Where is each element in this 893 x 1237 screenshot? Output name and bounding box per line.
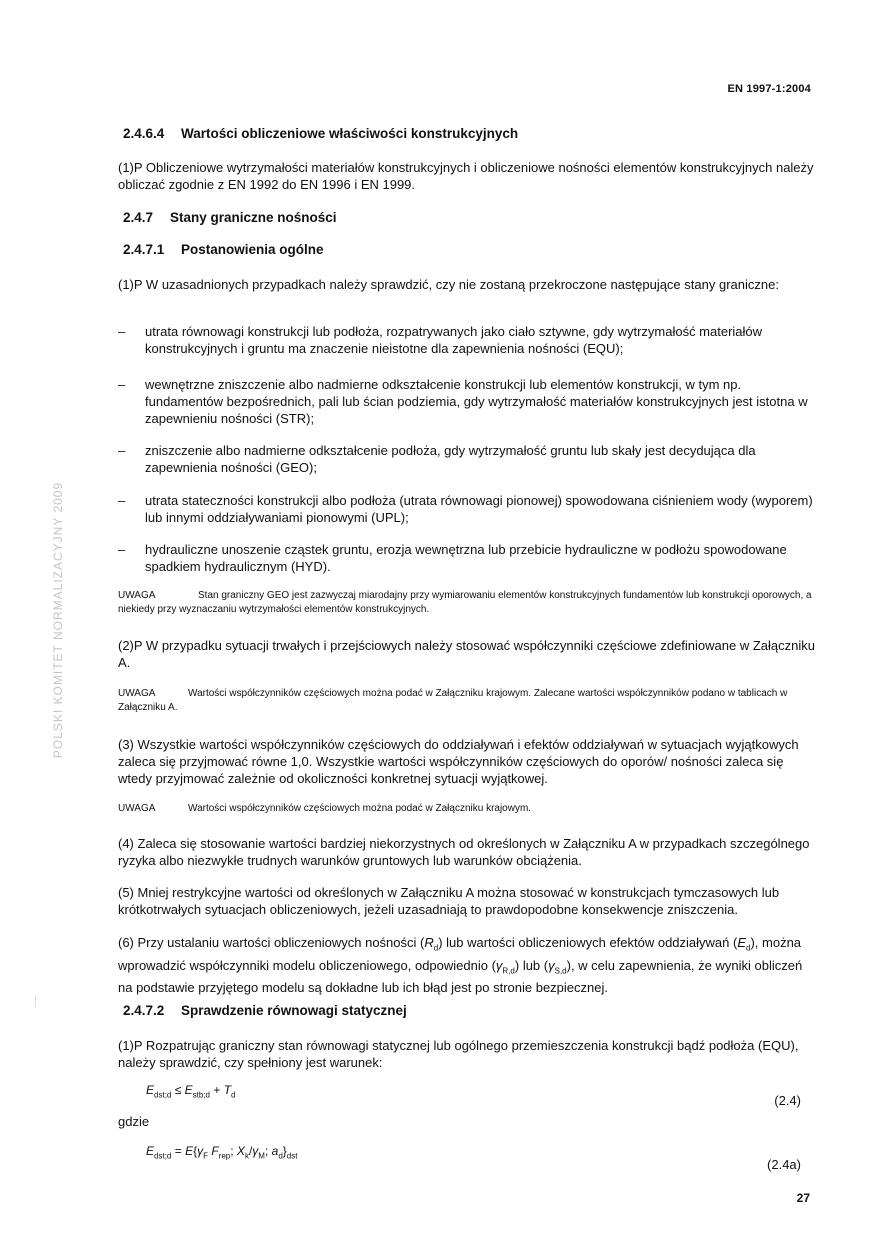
eq-separator: ; <box>230 1144 234 1158</box>
eq-symbol: F <box>211 1144 219 1158</box>
eq-symbol: E <box>146 1083 155 1097</box>
scan-mark <box>35 995 36 1007</box>
heading-2464 <box>123 126 518 141</box>
list-item <box>118 541 818 575</box>
equation-number: (2.4) <box>774 1093 801 1108</box>
paragraph-2472-1: (1)P Rozpatrując graniczny stan równowagi statycznej lub ogólnego przemieszczenia konstrukcji bądź podłoża (EQU), należy sprawdzić, czy spełniony jest warunek: <box>118 1038 799 1070</box>
heading-2472 <box>123 1003 407 1018</box>
note-text: Stan graniczny GEO jest zazwyczaj miarodajny przy wymiarowaniu elementów konstrukcyjnych fundamentów lub konstrukcji oporowych, a niekiedy przy wyznaczaniu wytrzymałości elementów konstrukcyjnych. <box>118 590 812 615</box>
heading-title: Sprawdzenie równowagi statycznej <box>181 1003 407 1018</box>
note-2 <box>118 687 818 715</box>
dash-marker: – <box>118 493 126 508</box>
paragraph-2471-3: (3) Wszystkie wartości współczynników częściowych do oddziaływań i efektów oddziaływań w sytuacjach wyjątkowych zaleca się przyjmować równe 1,0. Wszystkie wartości współczynników częściowych do oporów/ nośności zaleca się wtedy przyjmować zależnie od okoliczności konkretnej sytuacji wyjątkowej. <box>118 737 799 786</box>
equation-2-4a <box>146 1144 297 1160</box>
eq-symbol: γ <box>197 1144 204 1158</box>
gdzie-label: gdzie <box>118 1114 150 1129</box>
paragraph-2471-2: (2)P W przypadku sytuacji trwałych i przejściowych należy stosować współczynniki częściowe zdefiniowane w Załączniku A. <box>118 638 815 670</box>
paragraph-2471-4: (4) Zaleca się stosowanie wartości bardziej niekorzystnych od określonych w Załączniku A w przypadkach szczególnego ryzyka albo niezwykłe trudnych warunków gruntowych lub warunków obciążenia. <box>118 836 810 868</box>
symbol: R <box>424 935 434 950</box>
text-run: ), w celu zapewnienia, że wyniki obliczeń na podstawie przyjętego modelu są dokładne lub ich błąd jest po stronie bezpiecznej. <box>118 957 803 996</box>
subscript: d <box>746 943 751 953</box>
text-run: ), można wprowadzić współczynniki modelu obliczeniowego, odpowiednio ( <box>118 935 802 973</box>
text-run: (6) Przy ustalaniu wartości obliczeniowych nośności ( <box>118 935 425 950</box>
heading-247 <box>123 210 337 225</box>
eq-subscript: M <box>258 1151 265 1161</box>
list-item <box>118 376 818 427</box>
eq-subscript: dst;d <box>154 1090 172 1100</box>
subscript: R,d <box>502 966 515 976</box>
paragraph-2471-intro: (1)P W uzasadnionych przypadkach należy sprawdzić, czy nie zostaną przekroczone następujące stany graniczne: <box>118 277 779 292</box>
dash-marker: – <box>118 324 126 339</box>
note-text: Wartości współczynników częściowych można podać w Załączniku krajowym. Zalecane wartości współczynników podano w tablicach w Załączniku A. <box>118 688 788 713</box>
symbol: E <box>737 935 747 950</box>
note-label: UWAGA <box>118 803 156 814</box>
paragraph-2471-5: (5) Mniej restrykcyjne wartości od określonych w Załączniku A można stosować w konstrukcjach tymczasowych lub krótkotrwałych sytuacjach obliczeniowych, jeżeli uzasadniają to prawdopodobne konsekwencje zniszczenia. <box>118 885 780 917</box>
eq-operator: ≤ <box>174 1083 182 1097</box>
eq-subscript: dst <box>286 1151 298 1161</box>
list-item-text: zniszczenie albo nadmierne odkształcenie podłoża, gdy wytrzymałość gruntu lub skały jest decydująca dla zapewnienia nośności (GEO); <box>145 443 756 475</box>
list-item <box>118 323 818 357</box>
list-item <box>118 442 818 476</box>
note-text: Wartości współczynników częściowych można podać w Załączniku krajowym. <box>188 803 532 814</box>
dash-marker: – <box>118 377 126 392</box>
equation-number: (2.4a) <box>767 1157 801 1172</box>
eq-subscript: dst;d <box>154 1151 172 1161</box>
heading-number: 2.4.7.2 <box>123 1003 165 1018</box>
eq-symbol: E <box>185 1144 194 1158</box>
subscript: d <box>433 943 439 953</box>
eq-symbol: a <box>271 1144 279 1158</box>
eq-symbol: E <box>146 1144 155 1158</box>
eq-symbol: γ <box>252 1144 259 1158</box>
note-1 <box>118 589 818 617</box>
list-item-text: utrata równowagi konstrukcji lub podłoża, rozpatrywanych jako ciało sztywne, gdy wytrzymałość materiałów konstrukcyjnych i gruntu ma znaczenie nieistotne dla zapewnienia nośności (EQU); <box>145 324 763 356</box>
heading-number: 2.4.7 <box>123 210 154 225</box>
eq-symbol: T <box>223 1083 232 1097</box>
eq-subscript: k <box>244 1151 249 1161</box>
paragraph-2464-1: (1)P Obliczeniowe wytrzymałości materiałów konstrukcyjnych i obliczeniowe nośności elementów konstrukcyjnych należy obliczać zgodnie z EN 1992 do EN 1996 i EN 1999. <box>118 160 814 192</box>
eq-subscript: F <box>203 1151 208 1161</box>
watermark-text: POLSKI KOMITET NORMALIZACYJNY 2009 <box>51 481 65 759</box>
eq-operator: / <box>248 1144 253 1158</box>
eq-subscript: d <box>231 1090 236 1100</box>
dash-marker: – <box>118 443 126 458</box>
list-item-text: hydrauliczne unoszenie cząstek gruntu, erozja wewnętrzna lub przebicie hydrauliczne w podłożu spowodowane spadkiem hydraulicznym (HYD). <box>145 542 787 574</box>
eq-separator: ; <box>264 1144 269 1158</box>
list-item <box>118 492 818 526</box>
subscript: S,d <box>554 966 567 976</box>
symbol: γ <box>548 957 555 973</box>
eq-symbol: X <box>236 1144 245 1158</box>
eq-bracket: } <box>282 1144 287 1158</box>
eq-symbol: E <box>184 1083 193 1097</box>
heading-title: Stany graniczne nośności <box>170 210 337 225</box>
eq-subscript: rep <box>218 1151 231 1161</box>
text-run: ) lub wartości obliczeniowych efektów oddziaływań ( <box>438 935 738 950</box>
text-run: ) lub ( <box>514 957 549 973</box>
eq-operator: = <box>174 1144 182 1158</box>
note-label: UWAGA <box>118 590 156 601</box>
equation-2-4 <box>146 1083 236 1099</box>
page-number: 27 <box>796 1191 810 1205</box>
paragraph-2471-6 <box>118 934 818 996</box>
dash-marker: – <box>118 542 126 557</box>
eq-subscript: stb;d <box>192 1090 210 1100</box>
heading-2471 <box>123 242 324 257</box>
symbol: γ <box>495 957 503 973</box>
list-item-text: utrata stateczności konstrukcji albo podłoża (utrata równowagi pionowej) spowodowana ciśnieniem wody (wyporem) lub innymi oddziaływaniami pionowymi (UPL); <box>145 493 813 525</box>
list-item-text: wewnętrzne zniszczenie albo nadmierne odkształcenie konstrukcji lub elementów konstrukcji, w tym np. fundamentów bezpośrednich, pali lub ścian podziemia, gdy wytrzymałość materiałów konstrukcyjnych jest istotna w zapewnieniu nośności (STR); <box>145 377 808 426</box>
eq-operator: + <box>213 1083 221 1097</box>
eq-bracket: { <box>193 1144 198 1158</box>
note-3 <box>118 802 818 816</box>
heading-number: 2.4.7.1 <box>123 242 165 257</box>
heading-number: 2.4.6.4 <box>123 126 165 141</box>
eq-subscript: d <box>278 1151 283 1161</box>
document-id-header: EN 1997-1:2004 <box>727 83 811 95</box>
heading-title: Postanowienia ogólne <box>181 242 324 257</box>
note-label: UWAGA <box>118 688 156 699</box>
heading-title: Wartości obliczeniowe właściwości konstrukcyjnych <box>181 126 519 141</box>
